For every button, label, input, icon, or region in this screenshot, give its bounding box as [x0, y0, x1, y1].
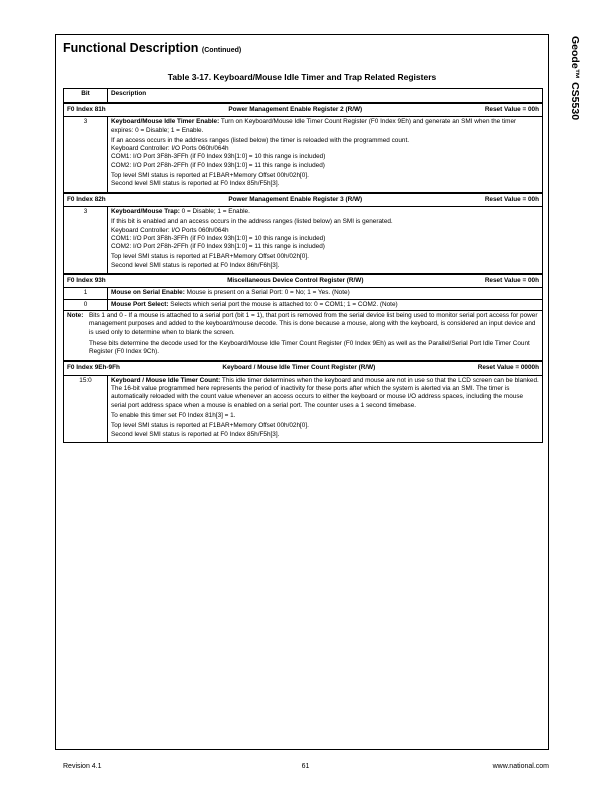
bit-cell: 3	[64, 206, 108, 274]
side-product-label: Geode™ CS5530	[569, 36, 581, 121]
description-column-header: Description	[108, 89, 543, 104]
smi-status-line: Top level SMI status is reported at F1BAR+Memory Offset 00h/02h[0].	[111, 422, 309, 430]
table-row	[64, 206, 543, 274]
register-header-row	[64, 103, 543, 117]
smi-status-line: Second level SMI status is reported at F0 Index 86h/F6h[3].	[111, 261, 280, 269]
register-index: F0 Index 93h	[67, 277, 106, 285]
description-line: If this bit is enabled and an access occurs in the address ranges (listed below) an SMI is generated.	[111, 218, 393, 226]
register-header-row	[64, 361, 543, 375]
smi-status-line: Top level SMI status is reported at F1BAR+Memory Offset 00h/02h[0].	[111, 253, 309, 261]
bit-cell: 3	[64, 117, 108, 193]
register-index: F0 Index 9Eh-9Fh	[67, 364, 120, 372]
register-name: Miscellaneous Device Control Register (R/W)	[227, 277, 364, 285]
smi-status-line: Second level SMI status is reported at F0 Index 85h/F5h[3].	[111, 430, 280, 438]
table-row	[64, 117, 543, 193]
field-name: Mouse Port Select:	[111, 300, 169, 308]
section-title: Functional Description (Continued)	[63, 41, 242, 55]
description-line: COM1: I/O Port 3F8h-3FFh (if F0 Index 93h[1:0] = 10 this range is included)	[111, 153, 326, 161]
description-line: Keyboard Controller: I/O Ports 060h/064h	[111, 226, 229, 234]
field-text: Turn on Keyboard/Mouse Idle Timer Count Register (F0 Index 9Eh) and generate an SMI when the timer expires: 0 = Disable; 1 = Enable.	[111, 118, 517, 134]
bit-cell: 0	[64, 299, 108, 310]
field-name: Mouse on Serial Enable:	[111, 289, 185, 297]
description-line: COM2: I/O Port 2F8h-2FFh (if F0 Index 93h[1:0] = 11 this range is included)	[111, 161, 325, 169]
footer-url: www.national.com	[492, 763, 549, 770]
register-name: Power Management Enable Register 2 (R/W)	[228, 106, 363, 113]
note-paragraph: These bits determine the decode used for the Keyboard/Mouse Idle Timer Count Register (F0 Index 9Eh) as well as the Parallel/Serial Port Idle Timer Count Register (F0 Index 9Ch).	[89, 339, 530, 356]
field-text: Mouse is present on a Serial Port: 0 = No; 1 = Yes. (Note)	[184, 289, 350, 297]
bit-cell: 15:0	[64, 375, 108, 442]
register-index: F0 Index 82h	[67, 195, 106, 203]
description-cell	[108, 375, 543, 442]
table-caption: Table 3-17. Keyboard/Mouse Idle Timer and Trap Related Registers	[167, 72, 437, 82]
description-cell	[108, 206, 543, 274]
register-name: Power Management Enable Register 3 (R/W)	[228, 195, 363, 203]
reset-value: Reset Value = 0000h	[477, 364, 539, 372]
description-cell	[108, 299, 543, 310]
field-text: Selects which serial port the mouse is attached to: 0 = COM1; 1 = COM2. (Note)	[168, 300, 398, 308]
reset-value: Reset Value = 00h	[484, 195, 539, 203]
footer-page-number: 61	[301, 763, 310, 770]
description-line: COM1: I/O Port 3F8h-3FFh (if F0 Index 93h[1:0] = 10 this range is included)	[111, 234, 326, 242]
note-label: Note:	[67, 311, 84, 319]
reset-value: Reset Value = 00h	[484, 106, 539, 113]
register-header-row	[64, 274, 543, 288]
bit-column-header: Bit	[64, 89, 108, 104]
description-cell	[108, 288, 543, 299]
register-index: F0 Index 81h	[67, 106, 106, 113]
description-cell	[108, 117, 543, 193]
table-row	[64, 375, 543, 442]
continued-label: (Continued)	[201, 47, 242, 54]
field-text: 0 = Disable; 1 = Enable.	[179, 207, 250, 215]
field-name: Keyboard/Mouse Trap:	[111, 207, 180, 215]
table-row	[64, 299, 543, 310]
field-name: Keyboard/Mouse Idle Timer Enable:	[111, 118, 220, 126]
description-line: COM2: I/O Port 2F8h-2FFh (if F0 Index 93h[1:0] = 11 this range is included)	[111, 243, 325, 251]
smi-status-line: Top level SMI status is reported at F1BAR+Memory Offset 00h/02h[0].	[111, 172, 309, 180]
field-text: This idle timer determines when the keyboard and mouse are not in use so that the LCD screen can be blanked. The 16-bit value programmed here represents the period of inactivity for these ports after which the system is alerted via an SMI. The timer is automatically reloaded with the count value whenever an access occurs to either the keyboard or mouse I/O address spaces, including the mouse serial port address space when a mouse is enabled on a serial port. The counter uses a 1 second timebase.	[111, 376, 539, 409]
register-table	[63, 88, 543, 443]
table-header-row	[64, 89, 543, 104]
note-paragraph: Bits 1 and 0 - If a mouse is attached to a serial port (bit 1 = 1), that port is removed from the serial device list being used to monitor serial port access for power management purposes and added to the keyboard/mouse decode. This is done because a mouse, along with the keyboard, is considered an input device and is used only to determine when to blank the screen.	[89, 311, 538, 336]
table-row	[64, 288, 543, 299]
note-row	[64, 310, 543, 361]
footer-revision: Revision 4.1	[63, 763, 102, 770]
register-name: Keyboard / Mouse Idle Timer Count Register (R/W)	[222, 364, 376, 372]
enable-instruction: To enable this timer set F0 Index 81h[3] = 1.	[111, 411, 236, 419]
reset-value: Reset Value = 00h	[484, 277, 539, 285]
description-line: If an access occurs in the address ranges (listed below) the timer is reloaded with the programmed count.	[111, 136, 410, 144]
description-line: Keyboard Controller: I/O Ports 060h/064h	[111, 145, 229, 153]
bit-cell: 1	[64, 288, 108, 299]
field-name: Keyboard / Mouse Idle Timer Count:	[111, 376, 221, 384]
smi-status-line: Second level SMI status is reported at F0 Index 85h/F5h[3].	[111, 180, 280, 188]
register-header-row	[64, 193, 543, 207]
